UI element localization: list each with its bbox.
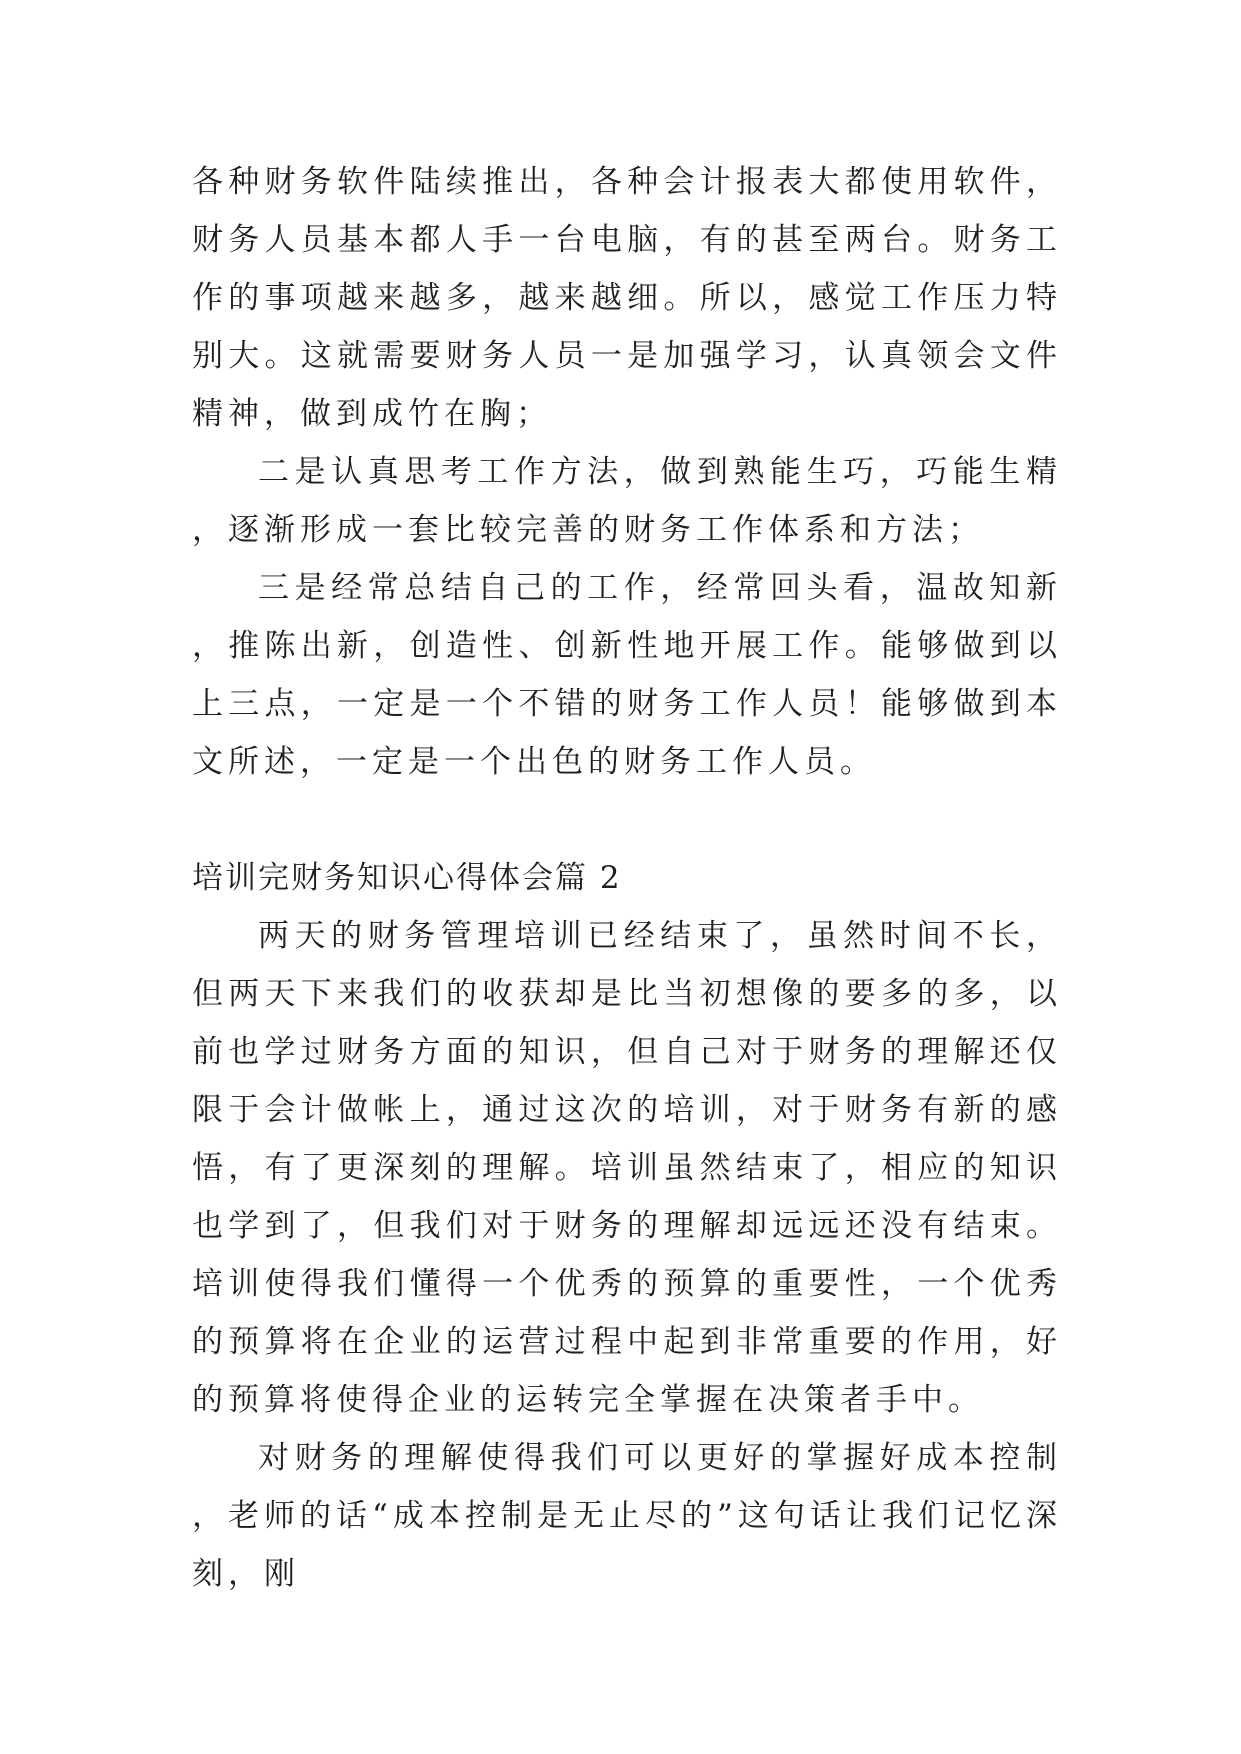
paragraph-cost-control: 对财务的理解使得我们可以更好的掌握好成本控制，老师的话“成本控制是无止尽的”这句话让我们记忆深刻，刚	[192, 1440, 1062, 1592]
paragraph-point-two: 二是认真思考工作方法，做到熟能生巧，巧能生精，逐渐形成一套比较完善的财务工作体系和方法；	[192, 454, 1062, 548]
section-heading: 培训完财务知识心得体会篇 2	[192, 860, 622, 896]
section-spacer	[192, 791, 1062, 849]
paragraph-point-three: 三是经常总结自己的工作，经常回头看，温故知新，推陈出新，创造性、创新性地开展工作。能够做到以上三点，一定是一个不错的财务工作人员！能够做到本文所述，一定是一个出色的财务工作人员。	[192, 570, 1062, 780]
paragraph-continued: 各种财务软件陆续推出，各种会计报表大都使用软件，财务人员基本都人手一台电脑，有的甚至两台。财务工作的事项越来越多，越来越细。所以，感觉工作压力特别大。这就需要财务人员一是加强学习，认真领会文件精神，做到成竹在胸；	[192, 164, 1062, 432]
paragraph-training-summary: 两天的财务管理培训已经结束了，虽然时间不长，但两天下来我们的收获却是比当初想像的要多的多，以前也学过财务方面的知识，但自己对于财务的理解还仅限于会计做帐上，通过这次的培训，对于财务有新的感悟，有了更深刻的理解。培训虽然结束了，相应的知识也学到了，但我们对于财务的理解却远远还没有结束。培训使得我们懂得一个优秀的预算的重要性，一个优秀的预算将在企业的运营过程中起到非常重要的作用，好的预算将使得企业的运转完全掌握在决策者手中。	[192, 918, 1062, 1418]
document-body	[192, 153, 1062, 1603]
